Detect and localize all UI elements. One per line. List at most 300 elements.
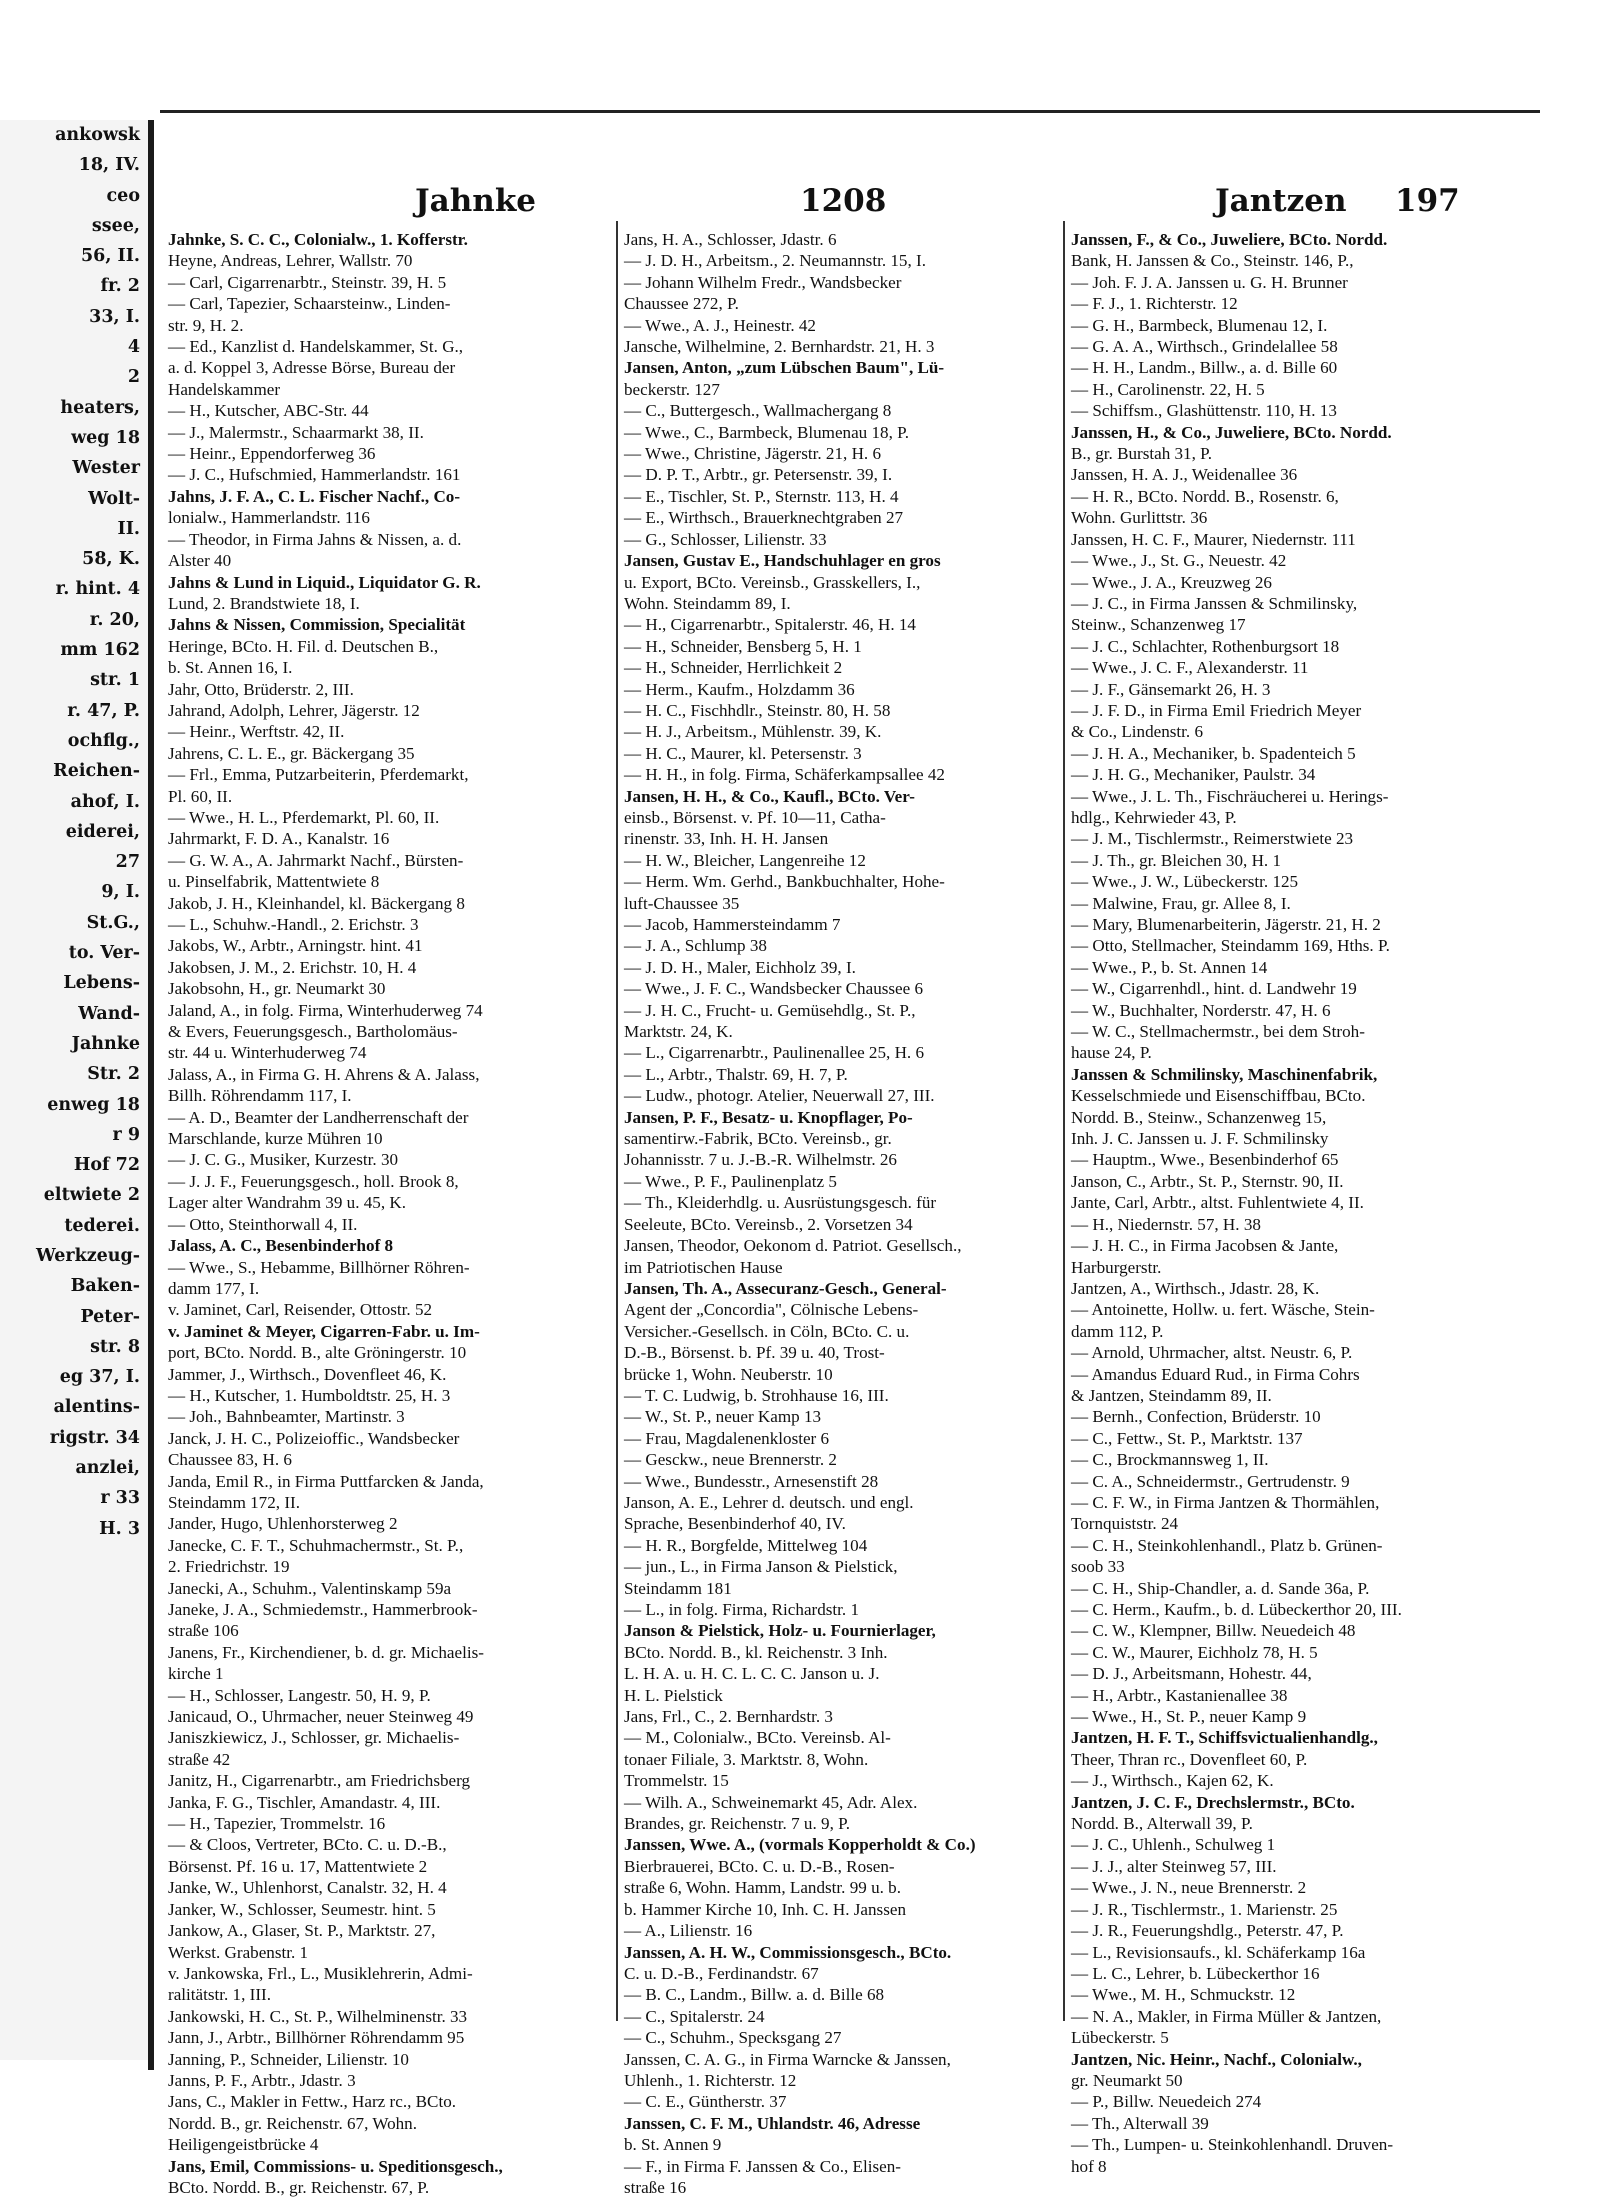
- directory-entry-line: Janke, W., Uhlenhorst, Canalstr. 32, H. 4: [168, 1878, 447, 1898]
- directory-entry-line: Heringe, BCto. H. Fil. d. Deutschen B.,: [168, 636, 439, 656]
- prev-page-fragment: ankowsk: [55, 125, 140, 145]
- prev-page-fragment: rigstr. 34: [49, 1427, 140, 1448]
- directory-entry-line: — Otto, Steinthorwall 4, II.: [168, 1214, 358, 1234]
- directory-entry-line: v. Jaminet, Carl, Reisender, Ottostr. 52: [168, 1300, 433, 1320]
- prev-page-fragment: Str. 2: [87, 1064, 140, 1085]
- directory-entry-line: — Schiffsm., Glashüttenstr. 110, H. 13: [1071, 401, 1337, 421]
- prev-page-fragment: str. 1: [90, 670, 140, 691]
- directory-entry-line: — Wwe., J. C. F., Alexanderstr. 11: [1071, 658, 1309, 678]
- directory-entry-line: Jammer, J., Wirthsch., Dovenfleet 46, K.: [168, 1364, 447, 1384]
- prev-page-fragment: St.G.,: [86, 912, 140, 933]
- directory-entry-line: beckerstr. 127: [624, 379, 720, 399]
- directory-entry-line: — H. R., Borgfelde, Mittelweg 104: [624, 1535, 868, 1555]
- directory-entry-line: — A. D., Beamter der Landherrenschaft der: [168, 1107, 469, 1127]
- directory-entry-line: Jander, Hugo, Uhlenhorsterweg 2: [168, 1514, 398, 1534]
- directory-entry-line: — Antoinette, Hollw. u. fert. Wäsche, Stein-: [1071, 1300, 1375, 1320]
- directory-entry-line: — J. H. C., Frucht- u. Gemüsehdlg., St. P.,: [624, 1000, 916, 1020]
- directory-entry-line: — W., Cigarrenhdl., hint. d. Landwehr 19: [1071, 979, 1357, 999]
- directory-entry-line: — Th., Alterwall 39: [1071, 2113, 1209, 2133]
- directory-entry-line: — Malwine, Frau, gr. Allee 8, I.: [1071, 893, 1291, 913]
- directory-entry-line: — Th., Kleiderhdlg. u. Ausrüstungsgesch. für: [624, 1193, 937, 1213]
- directory-entry-line: Sprache, Besenbinderhof 40, IV.: [624, 1514, 846, 1534]
- directory-entry-line: Janecke, C. F. T., Schuhmachermstr., St. P.,: [168, 1535, 464, 1555]
- directory-entry-line: Alster 40: [168, 551, 232, 571]
- directory-entry-line: Jakobs, W., Arbtr., Arningstr. hint. 41: [168, 936, 423, 956]
- directory-entry-line: Jantzen, H. F. T., Schiffsvictualienhandlg.,: [1071, 1728, 1378, 1748]
- header-left: Jahnke: [415, 183, 537, 219]
- directory-entry-line: — G. W. A., A. Jahrmarkt Nachf., Bürsten-: [168, 850, 464, 870]
- directory-entry-line: — G., Schlosser, Lilienstr. 33: [624, 529, 827, 549]
- directory-entry-line: Janssen, H. A. J., Weidenallee 36: [1071, 465, 1298, 485]
- prev-page-fragment: ahof, I.: [70, 791, 140, 812]
- directory-entry-line: BCto. Nordd. B., kl. Reichenstr. 3 Inh.: [624, 1642, 888, 1662]
- directory-entry-line: Steindamm 172, II.: [168, 1492, 300, 1512]
- directory-entry-line: gr. Neumarkt 50: [1071, 2070, 1183, 2090]
- directory-entry-line: Lund, 2. Brandstwiete 18, I.: [168, 593, 360, 613]
- directory-entry-line: Jalass, A. C., Besenbinderhof 8: [168, 1236, 394, 1256]
- directory-entry-line: straße 106: [168, 1621, 239, 1641]
- directory-entry-line: Versicher.-Gesellsch. in Cöln, BCto. C. u.: [624, 1321, 910, 1341]
- directory-entry-line: — C. E., Güntherstr. 37: [624, 2092, 787, 2112]
- directory-entry-line: — M., Colonialw., BCto. Vereinsb. Al-: [624, 1728, 891, 1748]
- directory-entry-line: Jahnke, S. C. C., Colonialw., 1. Kofferstr.: [168, 230, 468, 249]
- prev-page-fragment: weg 18: [71, 427, 140, 448]
- directory-entry-line: — Carl, Cigarrenarbtr., Steinstr. 39, H. 5: [168, 272, 447, 292]
- directory-entry-line: — C. H., Ship-Chandler, a. d. Sande 36a, P.: [1071, 1578, 1370, 1598]
- directory-entry-line: — Wwe., P. F., Paulinenplatz 5: [624, 1171, 837, 1191]
- directory-entry-line: Jans, Frl., C., 2. Bernhardstr. 3: [624, 1707, 833, 1727]
- page-gutter: [148, 120, 154, 2070]
- directory-entry-line: Jakobsen, J. M., 2. Erichstr. 10, H. 4: [168, 957, 417, 977]
- directory-entry-line: B., gr. Burstah 31, P.: [1071, 444, 1213, 464]
- directory-entry-line: BCto. Nordd. B., gr. Reichenstr. 67, P.: [168, 2177, 430, 2197]
- directory-entry-line: D.-B., Börsenst. b. Pf. 39 u. 40, Trost-: [624, 1343, 885, 1363]
- directory-entry-line: — Wwe., P., b. St. Annen 14: [1071, 957, 1268, 977]
- directory-entry-line: Lübeckerstr. 5: [1071, 2028, 1169, 2048]
- directory-entry-line: Jantzen, J. C. F., Drechslermstr., BCto.: [1071, 1792, 1355, 1812]
- directory-entry-line: — J. R., Tischlermstr., 1. Marienstr. 25: [1071, 1899, 1338, 1919]
- directory-entry-line: — C. W., Klempner, Billw. Neuedeich 48: [1071, 1621, 1356, 1641]
- directory-entry-line: — C., Schuhm., Specksgang 27: [624, 2028, 842, 2048]
- directory-entry-line: — N. A., Makler, in Firma Müller & Jantzen,: [1071, 2006, 1382, 2026]
- prev-page-fragment: Baken-: [70, 1276, 140, 1297]
- directory-entry-line: Jansen, Th. A., Assecuranz-Gesch., General-: [624, 1278, 947, 1298]
- directory-entry-line: — E., Tischler, St. P., Sternstr. 113, H. 4: [624, 486, 899, 506]
- directory-entry-line: Janssen, H. C. F., Maurer, Niedernstr. 111: [1071, 529, 1356, 549]
- prev-page-fragment: mm 162: [60, 640, 140, 661]
- column-rule: [616, 221, 618, 2021]
- directory-entry-line: — Wwe., Christine, Jägerstr. 21, H. 6: [624, 444, 882, 464]
- directory-entry-line: — J. A., Schlump 38: [624, 936, 767, 956]
- directory-entry-line: einsb., Börsenst. v. Pf. 10—11, Catha-: [624, 807, 886, 827]
- directory-entry-line: — Arnold, Uhrmacher, altst. Neustr. 6, P.: [1071, 1343, 1353, 1363]
- prev-page-fragment: 9, I.: [101, 882, 140, 903]
- directory-entry-line: — Jacob, Hammersteindamm 7: [624, 915, 841, 934]
- directory-entry-line: Janicaud, O., Uhrmacher, neuer Steinweg 49: [168, 1707, 474, 1727]
- directory-entry-line: — Mary, Blumenarbeiterin, Jägerstr. 21, H. 2: [1071, 915, 1381, 934]
- directory-entry-line: Janssen, C. F. M., Uhlandstr. 46, Adresse: [624, 2113, 921, 2133]
- directory-entry-line: — Hauptm., Wwe., Besenbinderhof 65: [1071, 1150, 1339, 1170]
- directory-entry-line: Janeke, J. A., Schmiedemstr., Hammerbrook-: [168, 1600, 478, 1619]
- prev-page-fragment: Reichen-: [53, 761, 140, 782]
- directory-entry-line: — Th., Lumpen- u. Steinkohlenhandl. Druven-: [1071, 2135, 1394, 2155]
- directory-entry-line: — C. F. W., in Firma Jantzen & Thormählen,: [1071, 1492, 1380, 1512]
- directory-entry-line: Jahrens, C. L. E., gr. Bäckergang 35: [168, 743, 415, 763]
- prev-page-fragment: 56, II.: [80, 246, 140, 267]
- directory-entry-line: Johannisstr. 7 u. J.-B.-R. Wilhelmstr. 26: [624, 1150, 897, 1170]
- directory-entry-line: — D. J., Arbeitsmann, Hohestr. 44,: [1071, 1664, 1312, 1684]
- directory-entry-line: — D. P. T., Arbtr., gr. Petersenstr. 39, I.: [624, 465, 893, 485]
- directory-entry-line: Jansen, Anton, „zum Lübschen Baum", Lü-: [624, 358, 945, 378]
- directory-entry-line: — J. F. D., in Firma Emil Friedrich Meyer: [1071, 700, 1362, 720]
- directory-entry-line: Seeleute, BCto. Vereinsb., 2. Vorsetzen 34: [624, 1214, 913, 1234]
- directory-entry-line: Janssen, C. A. G., in Firma Warncke & Janssen,: [624, 2049, 951, 2069]
- directory-entry-line: — Wwe., J. L. Th., Fischräucherei u. Herings-: [1071, 786, 1389, 806]
- directory-entry-line: — H. J., Arbeitsm., Mühlenstr. 39, K.: [624, 722, 882, 742]
- prev-page-fragment: r 33: [100, 1488, 140, 1509]
- directory-entry-line: — G. H., Barmbeck, Blumenau 12, I.: [1071, 315, 1328, 335]
- directory-entry-line: Nordd. B., Steinw., Schanzenweg 15,: [1071, 1107, 1327, 1127]
- directory-entry-line: Jansen, Gustav E., Handschuhlager en gros: [624, 551, 941, 571]
- directory-entry-line: — L., Cigarrenarbtr., Paulinenallee 25, H. 6: [624, 1043, 925, 1063]
- directory-entry-line: Janson & Pielstick, Holz- u. Fournierlager,: [624, 1621, 936, 1641]
- directory-entry-line: Janssen, Wwe. A., (vormals Kopperholdt & Co.): [624, 1835, 976, 1855]
- directory-entry-line: Jahrand, Adolph, Lehrer, Jägerstr. 12: [168, 700, 420, 720]
- directory-entry-line: Chaussee 83, H. 6: [168, 1450, 292, 1470]
- directory-entry-line: straße 42: [168, 1749, 231, 1769]
- directory-entry-line: — Wwe., S., Hebamme, Billhörner Röhren-: [168, 1257, 470, 1277]
- directory-entry-line: 2. Friedrichstr. 19: [168, 1557, 290, 1577]
- directory-entry-line: — F. J., 1. Richterstr. 12: [1071, 294, 1238, 314]
- directory-entry-line: Inh. J. C. Janssen u. J. F. Schmilinsky: [1071, 1129, 1329, 1149]
- directory-entry-line: — H. R., BCto. Nordd. B., Rosenstr. 6,: [1071, 486, 1339, 506]
- directory-entry-line: — J. D. H., Maler, Eichholz 39, I.: [624, 957, 856, 977]
- prev-page-fragment: 4: [127, 337, 140, 358]
- prev-page-fragment: Lebens-: [63, 973, 140, 994]
- directory-entry-line: — Joh. F. J. A. Janssen u. G. H. Brunner: [1071, 272, 1348, 292]
- directory-entry-line: Janssen, H., & Co., Juweliere, BCto. Nordd.: [1071, 422, 1392, 442]
- directory-entry-line: Janitz, H., Cigarrenarbtr., am Friedrichsberg: [168, 1771, 471, 1791]
- directory-entry-line: — Carl, Tapezier, Schaarsteinw., Linden-: [168, 294, 451, 314]
- directory-entry-line: — J. C., Uhlenh., Schulweg 1: [1071, 1835, 1276, 1855]
- directory-entry-line: Jans, Emil, Commissions- u. Speditionsgesch.,: [168, 2156, 503, 2176]
- directory-entry-line: — J. C., Hufschmied, Hammerlandstr. 161: [168, 465, 461, 485]
- directory-entry-line: Billh. Röhrendamm 117, I.: [168, 1086, 352, 1106]
- directory-entry-line: Jansen, P. F., Besatz- u. Knopflager, Po-: [624, 1107, 913, 1127]
- directory-entry-line: — C., Fettw., St. P., Marktstr. 137: [1071, 1428, 1303, 1448]
- directory-entry-line: str. 44 u. Winterhuderweg 74: [168, 1043, 367, 1063]
- directory-entry-line: — jun., L., in Firma Janson & Pielstick,: [624, 1557, 898, 1577]
- directory-entry-line: — Wwe., J. N., neue Brennerstr. 2: [1071, 1878, 1307, 1898]
- directory-entry-line: — C. W., Maurer, Eichholz 78, H. 5: [1071, 1642, 1318, 1662]
- directory-entry-line: Janssen & Schmilinsky, Maschinenfabrik,: [1071, 1064, 1378, 1084]
- directory-entry-line: Jans, C., Makler in Fettw., Harz rc., BCto.: [168, 2092, 457, 2112]
- directory-entry-line: Agent der „Concordia", Cölnische Lebens-: [624, 1300, 919, 1320]
- prev-page-fragment: heaters,: [60, 397, 140, 418]
- directory-entry-line: — Otto, Stellmacher, Steindamm 169, Hths. P.: [1071, 936, 1390, 956]
- directory-entry-line: — H., Cigarrenarbtr., Spitalerstr. 46, H. 14: [624, 615, 916, 635]
- directory-entry-line: Marktstr. 24, K.: [624, 1022, 733, 1042]
- prev-page-fragment: 27: [115, 852, 140, 873]
- prev-page-fragment: fr. 2: [100, 276, 140, 297]
- directory-entry-line: — Wwe., J. W., Lübeckerstr. 125: [1071, 872, 1299, 892]
- column-2: [624, 229, 1058, 2197]
- directory-entry-line: u. Pinselfabrik, Mattentwiete 8: [168, 872, 380, 892]
- directory-entry-line: Jahrmarkt, F. D. A., Kanalstr. 16: [168, 829, 390, 849]
- directory-entry-line: Jante, Carl, Arbtr., altst. Fuhlentwiete 4, II.: [1071, 1193, 1364, 1213]
- directory-entry-line: Jans, H. A., Schlosser, Jdastr. 6: [624, 230, 837, 249]
- directory-entry-line: — Bernh., Confection, Brüderstr. 10: [1071, 1407, 1321, 1427]
- directory-entry-line: Jansche, Wilhelmine, 2. Bernhardstr. 21, H. 3: [624, 337, 935, 357]
- directory-entry-line: — J. R., Feuerungshdlg., Peterstr. 47, P.: [1071, 1921, 1344, 1941]
- directory-page: [160, 110, 1540, 2197]
- directory-entry-line: a. d. Koppel 3, Adresse Börse, Bureau der: [168, 358, 456, 378]
- directory-entry-line: Jakob, J. H., Kleinhandel, kl. Bäckergang 8: [168, 893, 465, 913]
- prev-page-fragment: II.: [117, 518, 140, 539]
- directory-entry-line: — J. C. G., Musiker, Kurzestr. 30: [168, 1150, 399, 1170]
- directory-entry-line: — J. C., Schlachter, Rothenburgsort 18: [1071, 636, 1340, 656]
- directory-entry-line: — J. J. F., Feuerungsgesch., holl. Brook 8,: [168, 1171, 459, 1191]
- prev-page-fragment: Werkzeug-: [35, 1245, 140, 1266]
- directory-entry-line: Janssen, F., & Co., Juweliere, BCto. Nordd.: [1071, 230, 1388, 249]
- directory-entry-line: — Joh., Bahnbeamter, Martinstr. 3: [168, 1407, 405, 1427]
- directory-entry-line: Jankow, A., Glaser, St. P., Marktstr. 27,: [168, 1921, 436, 1941]
- directory-entry-line: — W. C., Stellmachermstr., bei dem Stroh-: [1071, 1022, 1365, 1042]
- directory-entry-line: Theer, Thran rc., Dovenfleet 60, P.: [1071, 1749, 1308, 1769]
- page-number: 197: [1395, 183, 1460, 219]
- prev-page-fragment: r. hint. 4: [55, 579, 140, 600]
- directory-entry-line: Janssen, A. H. W., Commissionsgesch., BCto.: [624, 1942, 952, 1962]
- directory-entry-line: — Theodor, in Firma Jahns & Nissen, a. d.: [168, 529, 462, 549]
- directory-entry-line: Jahns, J. F. A., C. L. Fischer Nachf., Co-: [168, 486, 461, 506]
- directory-entry-line: & Evers, Feuerungsgesch., Bartholomäus-: [168, 1022, 458, 1042]
- directory-entry-line: Jahns & Lund in Liquid., Liquidator G. R.: [168, 572, 481, 592]
- directory-entry-line: b. St. Annen 16, I.: [168, 658, 293, 678]
- directory-entry-line: kirche 1: [168, 1664, 224, 1684]
- directory-entry-line: port, BCto. Nordd. B., alte Gröningerstr. 10: [168, 1343, 467, 1363]
- directory-entry-line: Janda, Emil R., in Firma Puttfarcken & Janda,: [168, 1471, 484, 1491]
- directory-entry-line: Steinw., Schanzenweg 17: [1071, 615, 1246, 635]
- directory-entry-line: — Wwe., Bundesstr., Arnesenstift 28: [624, 1471, 879, 1491]
- directory-entry-line: — H. C., Maurer, kl. Petersenstr. 3: [624, 743, 862, 763]
- directory-entry-line: Heiligengeistbrücke 4: [168, 2135, 319, 2155]
- directory-entry-line: — J., Wirthsch., Kajen 62, K.: [1071, 1771, 1274, 1791]
- directory-entry-line: — B. C., Landm., Billw. a. d. Bille 68: [624, 1985, 885, 2005]
- prev-page-fragment: Wolt-: [88, 488, 140, 509]
- directory-entry-line: Werkst. Grabenstr. 1: [168, 1942, 309, 1962]
- directory-entry-line: Jansen, Theodor, Oekonom d. Patriot. Gesellsch.,: [624, 1236, 962, 1256]
- prev-page-fragment: ceo: [106, 185, 140, 206]
- directory-entry-line: — J. J., alter Steinweg 57, III.: [1071, 1856, 1277, 1876]
- directory-entry-line: — H. H., in folg. Firma, Schäferkampsallee 42: [624, 765, 945, 785]
- directory-entry-line: — Gesckw., neue Brennerstr. 2: [624, 1450, 837, 1470]
- prev-page-fragment: Jahnke: [71, 1033, 140, 1054]
- directory-entry-line: Lager alter Wandrahm 39 u. 45, K.: [168, 1193, 407, 1213]
- directory-entry-line: — L., Arbtr., Thalstr. 69, H. 7, P.: [624, 1064, 848, 1084]
- directory-entry-line: — Wwe., M. H., Schmuckstr. 12: [1071, 1985, 1296, 2005]
- directory-entry-line: samentirw.-Fabrik, BCto. Vereinsb., gr.: [624, 1129, 892, 1149]
- directory-entry-line: — Wwe., H., St. P., neuer Kamp 9: [1071, 1707, 1307, 1727]
- directory-entry-line: — H. C., Fischhdlr., Steinstr. 80, H. 58: [624, 700, 891, 720]
- directory-entry-line: b. Hammer Kirche 10, Inh. C. H. Janssen: [624, 1899, 906, 1919]
- prev-page-fragment: Wester: [72, 458, 140, 479]
- directory-entry-line: — L. C., Lehrer, b. Lübeckerthor 16: [1071, 1963, 1320, 1983]
- directory-entry-line: — H. W., Bleicher, Langenreihe 12: [624, 850, 866, 870]
- prev-page-fragment: tederei.: [64, 1215, 140, 1236]
- directory-entry-line: Jantzen, A., Wirthsch., Jdastr. 28, K.: [1071, 1278, 1320, 1298]
- directory-entry-line: Nordd. B., Alterwall 39, P.: [1071, 1814, 1253, 1834]
- directory-entry-line: — L., in folg. Firma, Richardstr. 1: [624, 1600, 860, 1619]
- directory-entry-line: — H., Carolinenstr. 22, H. 5: [1071, 379, 1265, 399]
- prev-page-fragment: eiderei,: [65, 821, 140, 842]
- directory-entry-line: — J. H. C., in Firma Jacobsen & Jante,: [1071, 1236, 1339, 1256]
- directory-entry-line: hause 24, P.: [1071, 1043, 1152, 1063]
- prev-page-fragment: 58, K.: [82, 549, 140, 570]
- directory-entry-line: Wohn. Gurlittstr. 36: [1071, 508, 1208, 528]
- directory-entry-line: tonaer Filiale, 3. Marktstr. 8, Wohn.: [624, 1749, 869, 1769]
- directory-entry-line: Janens, Fr., Kirchendiener, b. d. gr. Michaelis-: [168, 1642, 484, 1662]
- directory-entry-line: soob 33: [1071, 1557, 1125, 1577]
- directory-entry-line: — H., Arbtr., Kastanienallee 38: [1071, 1685, 1288, 1705]
- directory-entry-line: hof 8: [1071, 2156, 1107, 2176]
- prev-page-fragment: Hof 72: [73, 1155, 140, 1176]
- directory-entry-line: — Heinr., Werftstr. 42, II.: [168, 722, 345, 742]
- directory-entry-line: & Jantzen, Steindamm 89, II.: [1071, 1385, 1272, 1405]
- directory-entry-line: Nordd. B., gr. Reichenstr. 67, Wohn.: [168, 2113, 418, 2133]
- column-1: [168, 229, 612, 2197]
- directory-entry-line: u. Export, BCto. Vereinsb., Grasskellers, I.,: [624, 572, 921, 592]
- directory-entry-line: — H., Schlosser, Langestr. 50, H. 9, P.: [168, 1685, 431, 1705]
- directory-entry-line: — J. C., in Firma Janssen & Schmilinsky,: [1071, 593, 1358, 613]
- directory-entry-line: Jankowski, H. C., St. P., Wilhelminenstr. 33: [168, 2006, 468, 2026]
- directory-entry-line: Janecki, A., Schuhm., Valentinskamp 59a: [168, 1578, 452, 1598]
- directory-entry-line: Chaussee 272, P.: [624, 294, 739, 314]
- prev-page-fragment: ochflg.,: [67, 730, 140, 751]
- prev-page-fragment: H. 3: [99, 1518, 140, 1539]
- directory-entry-line: — C. H., Steinkohlenhandl., Platz b. Grünen-: [1071, 1535, 1383, 1555]
- directory-entry-line: — & Cloos, Vertreter, BCto. C. u. D.-B.,: [168, 1835, 447, 1855]
- directory-entry-line: — W., St. P., neuer Kamp 13: [624, 1407, 822, 1427]
- directory-entry-line: Steindamm 181: [624, 1578, 732, 1598]
- directory-entry-line: — P., Billw. Neuedeich 274: [1071, 2092, 1262, 2112]
- directory-entry-line: — Wwe., J. A., Kreuzweg 26: [1071, 572, 1272, 592]
- directory-entry-line: — C., Buttergesch., Wallmachergang 8: [624, 401, 892, 421]
- directory-entry-line: — H., Schneider, Herrlichkeit 2: [624, 658, 843, 678]
- directory-entry-line: Jahr, Otto, Brüderstr. 2, III.: [168, 679, 354, 699]
- prev-page-fragment: r. 47, P.: [67, 700, 140, 721]
- directory-entry-line: — Johann Wilhelm Fredr., Wandsbecker: [624, 272, 902, 292]
- directory-entry-line: — C., Brockmannsweg 1, II.: [1071, 1450, 1269, 1470]
- directory-entry-line: str. 9, H. 2.: [168, 315, 244, 335]
- directory-entry-line: — C. A., Schneidermstr., Gertrudenstr. 9: [1071, 1471, 1350, 1491]
- directory-entry-line: Bierbrauerei, BCto. C. u. D.-B., Rosen-: [624, 1856, 895, 1876]
- directory-entry-line: straße 6, Wohn. Hamm, Landstr. 99 u. b.: [624, 1878, 901, 1898]
- prev-page-fragment: 2: [127, 367, 140, 388]
- directory-entry-line: brücke 1, Wohn. Neuberstr. 10: [624, 1364, 833, 1384]
- directory-entry-line: b. St. Annen 9: [624, 2135, 722, 2155]
- directory-entry-line: — G. A. A., Wirthsch., Grindelallee 58: [1071, 337, 1338, 357]
- column-3: [1071, 229, 1533, 2176]
- directory-entry-line: damm 177, I.: [168, 1278, 260, 1298]
- directory-entry-line: — Frau, Magdalenenkloster 6: [624, 1428, 830, 1448]
- directory-entry-line: Börsenst. Pf. 16 u. 17, Mattentwiete 2: [168, 1856, 428, 1876]
- directory-entry-line: Jansen, H. H., & Co., Kaufl., BCto. Ver-: [624, 786, 915, 806]
- prev-page-fragment: 33, I.: [89, 306, 140, 327]
- directory-entry-line: — H., Niedernstr. 57, H. 38: [1071, 1214, 1261, 1234]
- directory-entry-line: Janson, A. E., Lehrer d. deutsch. und engl.: [624, 1492, 914, 1512]
- directory-entry-line: — J. M., Tischlermstr., Reimerstwiete 23: [1071, 829, 1354, 849]
- directory-entry-line: — J. H. A., Mechaniker, b. Spadenteich 5: [1071, 743, 1356, 763]
- prev-page-fragment: ssee,: [91, 215, 140, 236]
- directory-entry-line: — Herm. Wm. Gerhd., Bankbuchhalter, Hohe-: [624, 872, 945, 892]
- directory-entry-line: — J. H. G., Mechaniker, Paulstr. 34: [1071, 765, 1316, 785]
- directory-entry-line: Janck, J. H. C., Polizeioffic., Wandsbecker: [168, 1428, 460, 1448]
- directory-entry-line: Pl. 60, II.: [168, 786, 233, 806]
- directory-entry-line: — Wwe., C., Barmbeck, Blumenau 18, P.: [624, 422, 910, 442]
- directory-entry-line: Uhlenh., 1. Richterstr. 12: [624, 2070, 797, 2090]
- directory-entry-line: — E., Wirthsch., Brauerknechtgraben 27: [624, 508, 904, 528]
- directory-entry-line: Janns, P. F., Arbtr., Jdastr. 3: [168, 2070, 356, 2090]
- directory-entry-line: — C., Spitalerstr. 24: [624, 2006, 765, 2026]
- prev-page-fragment: 18, IV.: [78, 155, 140, 176]
- directory-entry-line: L. H. A. u. H. C. L. C. C. Janson u. J.: [624, 1664, 880, 1684]
- prev-page-fragment: enweg 18: [47, 1094, 140, 1115]
- directory-entry-line: Jaland, A., in folg. Firma, Winterhuderweg 74: [168, 1000, 483, 1020]
- directory-entry-line: Jakobsohn, H., gr. Neumarkt 30: [168, 979, 386, 999]
- page-header: [160, 183, 1540, 228]
- directory-entry-line: lonialw., Hammerlandstr. 116: [168, 508, 370, 528]
- prev-page-fragment: anzlei,: [75, 1458, 140, 1479]
- directory-entry-line: — J., Malermstr., Schaarmarkt 38, II.: [168, 422, 424, 442]
- directory-entry-line: H. L. Pielstick: [624, 1685, 723, 1705]
- previous-page-edge: [0, 120, 148, 2060]
- prev-page-fragment: to. Ver-: [68, 943, 140, 964]
- directory-entry-line: rinenstr. 33, Inh. H. H. Jansen: [624, 829, 829, 849]
- directory-entry-line: — Herm., Kaufm., Holzdamm 36: [624, 679, 855, 699]
- directory-entry-line: Harburgerstr.: [1071, 1257, 1162, 1277]
- directory-entry-line: ralitätstr. 1, III.: [168, 1985, 272, 2005]
- directory-entry-line: Wohn. Steindamm 89, I.: [624, 593, 791, 613]
- header-center: 1208: [800, 183, 887, 219]
- directory-entry-line: Marschlande, kurze Mühren 10: [168, 1129, 383, 1149]
- prev-page-fragment: Peter-: [80, 1306, 140, 1327]
- directory-entry-line: — L., Schuhw.-Handl., 2. Erichstr. 3: [168, 915, 419, 934]
- directory-entry-line: — Amandus Eduard Rud., in Firma Cohrs: [1071, 1364, 1360, 1384]
- directory-entry-line: — H., Schneider, Bensberg 5, H. 1: [624, 636, 862, 656]
- directory-entry-line: Janning, P., Schneider, Lilienstr. 10: [168, 2049, 409, 2069]
- prev-page-fragment: eg 37, I.: [59, 1367, 140, 1388]
- directory-entry-line: — Heinr., Eppendorferweg 36: [168, 444, 376, 464]
- directory-entry-line: — Ludw., photogr. Atelier, Neuerwall 27, III.: [624, 1086, 935, 1106]
- directory-entry-line: Bank, H. Janssen & Co., Steinstr. 146, P.,: [1071, 251, 1354, 271]
- directory-entry-line: Janson, C., Arbtr., St. P., Sternstr. 90, II.: [1071, 1171, 1344, 1191]
- directory-entry-line: — T. C. Ludwig, b. Strohhause 16, III.: [624, 1385, 889, 1405]
- directory-entry-line: Jahns & Nissen, Commission, Specialität: [168, 615, 466, 635]
- directory-entry-line: Trommelstr. 15: [624, 1771, 729, 1791]
- directory-entry-line: straße 16: [624, 2177, 687, 2197]
- directory-entry-line: — H. H., Landm., Billw., a. d. Bille 60: [1071, 358, 1338, 378]
- directory-entry-line: — Wwe., A. J., Heinestr. 42: [624, 315, 816, 335]
- prev-page-fragment: eltwiete 2: [43, 1185, 140, 1206]
- directory-entry-line: — L., Revisionsaufs., kl. Schäferkamp 16a: [1071, 1942, 1366, 1962]
- prev-page-fragment: str. 8: [90, 1336, 140, 1357]
- directory-entry-line: v. Jaminet & Meyer, Cigarren-Fabr. u. Im-: [168, 1321, 480, 1341]
- directory-entry-line: — A., Lilienstr. 16: [624, 1921, 753, 1941]
- directory-entry-line: — J. D. H., Arbeitsm., 2. Neumannstr. 15, I.: [624, 251, 926, 271]
- directory-entry-line: Janker, W., Schlosser, Seumestr. hint. 5: [168, 1899, 436, 1919]
- directory-entry-line: — Wwe., H. L., Pferdemarkt, Pl. 60, II.: [168, 807, 440, 827]
- directory-entry-line: — J. Th., gr. Bleichen 30, H. 1: [1071, 850, 1282, 870]
